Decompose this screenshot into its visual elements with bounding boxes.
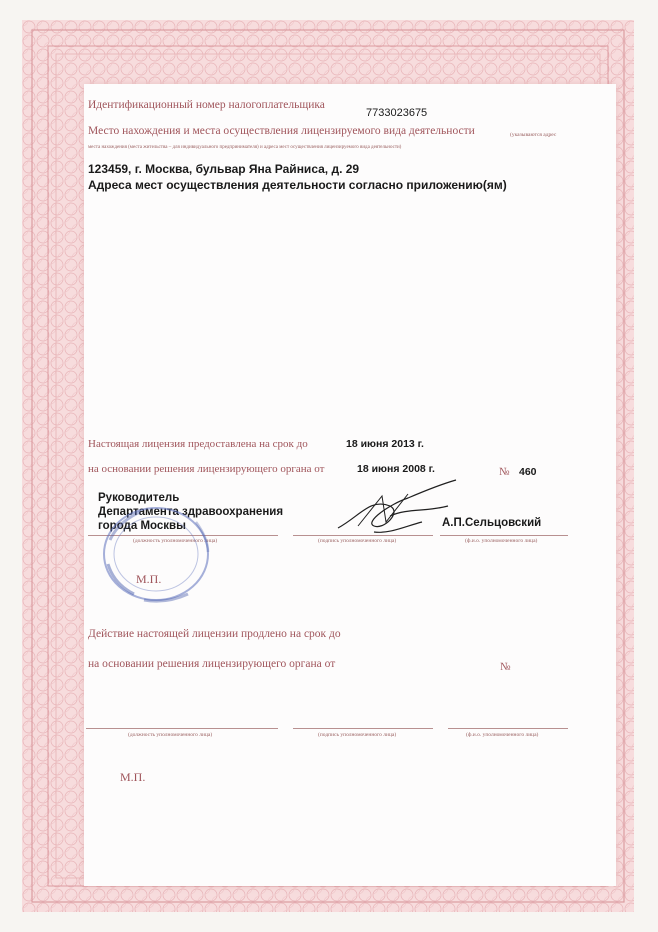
term-label: Настоящая лицензия предоставлена на срок до [88, 438, 308, 450]
extension-number-sign: № [500, 661, 511, 673]
term-date: 18 июня 2013 г. [346, 438, 424, 450]
tax-id-value: 7733023675 [366, 107, 428, 119]
extension-signature-line [293, 728, 433, 729]
term-basis-date: 18 июня 2008 г. [357, 463, 435, 475]
term-basis-label: на основании решения лицензирующего органа от [88, 463, 325, 475]
signatory-position-line2: Департамента здравоохранения [98, 506, 284, 518]
extension-basis-label: на основании решения лицензирующего органа от [88, 658, 336, 670]
term-number-sign: № [499, 466, 510, 478]
tax-id-label: Идентификационный номер налогоплательщика [88, 99, 325, 111]
license-address: 123459, г. Москва, бульвар Яна Райниса, д. 29 [88, 162, 360, 176]
handwritten-signature [330, 476, 470, 538]
caption-name: (ф.и.о. уполномоченного лица) [465, 538, 538, 544]
term-number: 460 [519, 466, 537, 478]
extension-caption-name: (ф.и.о. уполномоченного лица) [466, 732, 539, 738]
location-note: (указываются адрес [510, 132, 557, 138]
caption-position: (должность уполномоченного лица) [133, 538, 218, 544]
official-seal-stamp [96, 502, 228, 606]
signatory-name: А.П.Сельцовский [442, 517, 542, 529]
signatory-position-line1: Руководитель [98, 492, 180, 504]
extension-position-line [86, 728, 278, 729]
seal-place-mark: М.П. [136, 572, 162, 586]
extension-caption-position: (должность уполномоченного лица) [128, 732, 213, 738]
extension-seal-place-mark: М.П. [120, 770, 146, 784]
activity-addresses-reference: Адреса мест осуществления деятельности согласно приложению(ям) [88, 178, 507, 192]
extension-name-line [448, 728, 568, 729]
extension-label: Действие настоящей лицензии продлено на срок до [88, 628, 341, 640]
caption-signature: (подпись уполномоченного лица) [318, 538, 397, 544]
extension-caption-signature: (подпись уполномоченного лица) [318, 732, 397, 738]
location-heading: Место нахождения и места осуществления лицензируемого вида деятельности [88, 125, 475, 137]
location-note-continued: места нахождения (места жительства – для индивидуального предпринимателя) и адреса мест осуществления лицензируемого вида деятельности) [88, 145, 402, 150]
signatory-position-line3: города Москвы [98, 520, 186, 532]
